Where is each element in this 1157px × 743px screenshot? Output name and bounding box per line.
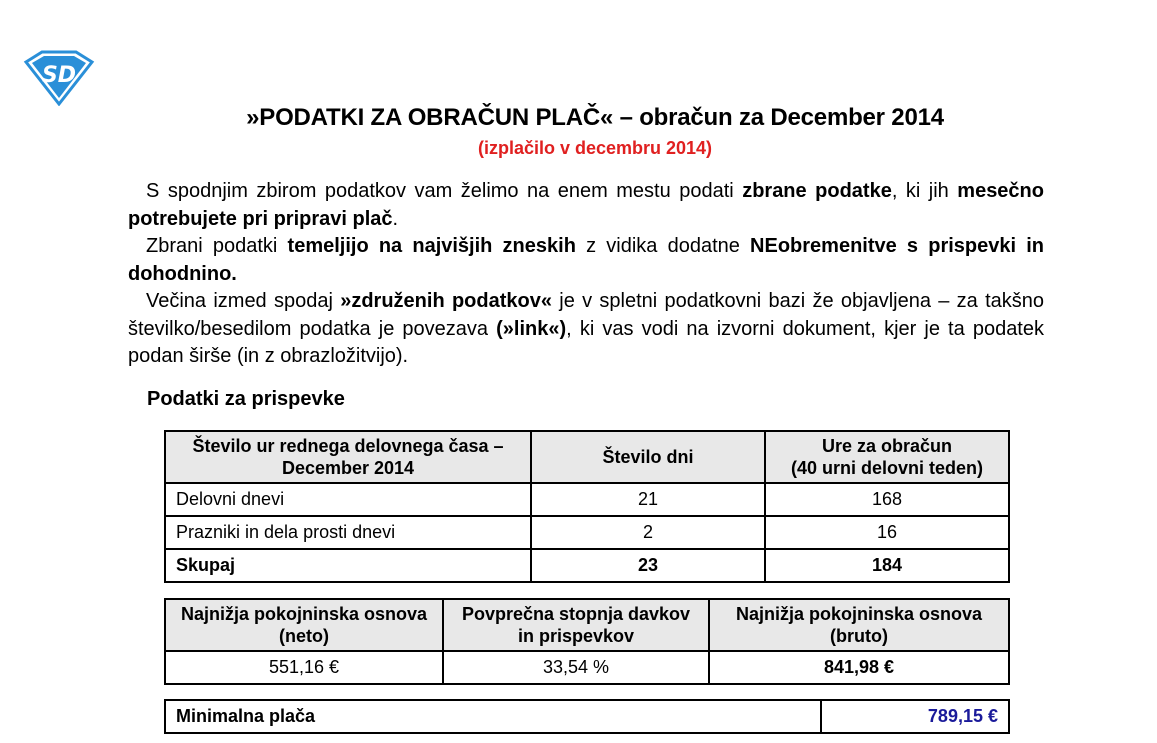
svg-text:SD: SD xyxy=(41,63,77,88)
header-gross-base: Najnižja pokojninska osnova (bruto) xyxy=(709,599,1009,651)
minimum-wage-table xyxy=(164,699,1010,734)
minimum-wage-link[interactable]: 789,15 € xyxy=(821,700,1009,733)
header-net-base: Najnižja pokojninska osnova (neto) xyxy=(165,599,443,651)
table-header-row xyxy=(165,431,1009,483)
table-row: Delovni dnevi 21 168 xyxy=(165,483,1009,516)
header-days: Število dni xyxy=(531,431,765,483)
pension-base-table xyxy=(164,598,1010,685)
intro-paragraph-3: Večina izmed spodaj »združenih podatkov« je v spletni podatkovni bazi že objavljena – za takšno številko/besedilom podatka je povezava (»link«), ki vas vodi na izvorni dokument, kjer je ta podatek podan širše (in z obrazložitvijo). xyxy=(128,290,1044,367)
header-billing-hours: Ure za obračun (40 urni delovni teden) xyxy=(765,431,1009,483)
page-subtitle: (izplačilo v decembru 2014) xyxy=(477,138,713,158)
header-hours: Število ur rednega delovnega časa – December 2014 xyxy=(165,431,531,483)
table-row-total: Skupaj 23 184 xyxy=(165,549,1009,582)
intro-text xyxy=(128,178,1044,371)
hours-table xyxy=(164,430,1010,583)
header-tax-rate: Povprečna stopnja davkov in prispevkov xyxy=(443,599,709,651)
sd-shield-logo-icon xyxy=(22,48,96,106)
intro-paragraph-1: S spodnjim zbirom podatkov vam želimo na enem mestu podati zbrane podatke, ki jih mesečno potrebujete pri pripravi plač. xyxy=(128,180,1044,230)
page-title: »PODATKI ZA OBRAČUN PLAČ« – obračun za December 2014 xyxy=(246,104,944,131)
intro-paragraph-2: Zbrani podatki temeljijo na najvišjih zneskih z vidika dodatne NEobremenitve s prispevki in dohodnino. xyxy=(128,235,1044,285)
table-row xyxy=(165,700,1009,733)
table-row: Prazniki in dela prosti dnevi 2 16 xyxy=(165,516,1009,549)
minimum-wage-label: Minimalna plača xyxy=(165,700,821,733)
table-row: 551,16 € 33,54 % 841,98 € xyxy=(165,651,1009,684)
section-title: Podatki za prispevke xyxy=(147,388,345,410)
table-header-row xyxy=(165,599,1009,651)
